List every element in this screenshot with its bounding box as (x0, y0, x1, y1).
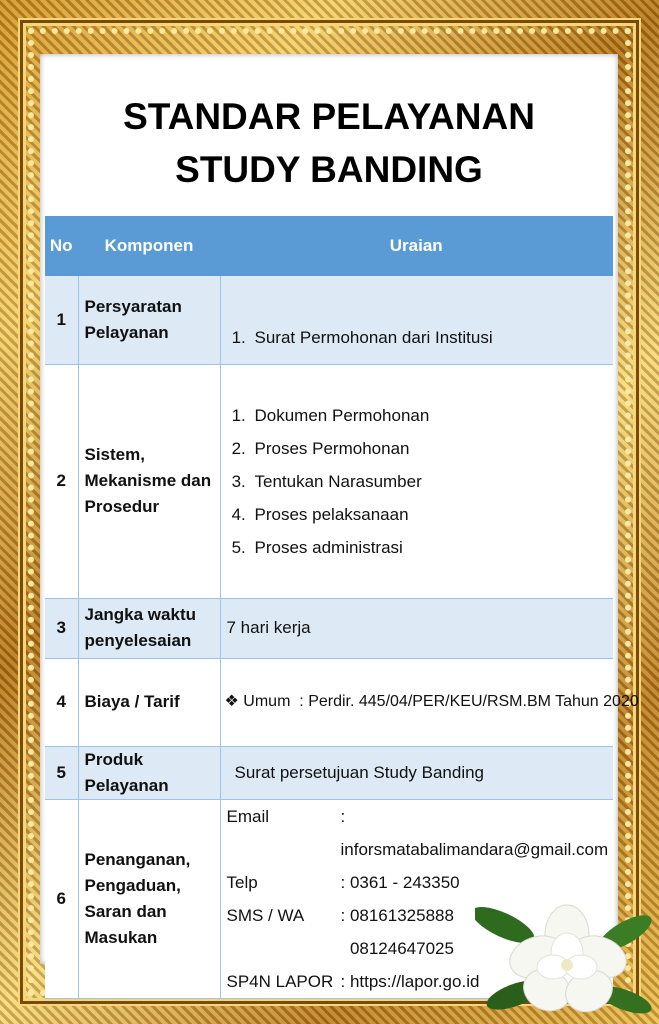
list-item: 1. Surat Permohonan dari Institusi (251, 321, 607, 354)
row-komponen: Penanganan, Pengaduan, Saran dan Masukan (78, 799, 220, 998)
contact-label: SMS / WA (226, 905, 305, 925)
table-row (45, 276, 613, 364)
contact-sms-wa-2: 08124647025 (340, 938, 454, 958)
table-header-row (45, 216, 613, 276)
uraian-list (227, 321, 607, 354)
uraian-list (227, 399, 607, 564)
list-item: 3. Tentukan Narasumber (251, 465, 607, 498)
page-title (40, 90, 618, 196)
row-komponen: Jangka waktu penyelesaian (78, 598, 220, 658)
title-line-1: STANDAR PELAYANAN (123, 96, 535, 137)
header-uraian: Uraian (220, 216, 613, 276)
row-komponen: Persyaratan Pelayanan (78, 276, 220, 364)
header-no: No (45, 216, 78, 276)
contact-label: Email (226, 806, 270, 826)
service-standard-table (45, 216, 639, 999)
row-no: 1 (45, 276, 78, 364)
row-no: 6 (45, 799, 78, 998)
table-row (45, 364, 613, 598)
contact-label: SP4N LAPOR (226, 971, 334, 991)
contact-label (227, 932, 341, 965)
row-uraian: Surat persetujuan Study Banding (220, 746, 613, 799)
table-row (45, 746, 613, 799)
diamond-bullet-icon: ❖ (224, 693, 239, 710)
header-komponen: Komponen (78, 216, 220, 276)
list-item: 1. Dokumen Permohonan (251, 399, 607, 432)
row-komponen: Sistem, Mekanisme dan Prosedur (78, 364, 220, 598)
row-uraian (220, 364, 613, 598)
row-komponen: Biaya / Tarif (78, 658, 220, 746)
list-item: 4. Proses pelaksanaan (251, 498, 607, 531)
document-paper (40, 54, 639, 991)
title-line-2: STUDY BANDING (175, 149, 483, 190)
row-no: 5 (45, 746, 78, 799)
row-komponen: Produk Pelayanan (78, 746, 220, 799)
row-uraian (220, 658, 639, 746)
row-uraian: 7 hari kerja (220, 598, 613, 658)
contact-phone: : 0361 - 243350 (340, 872, 460, 892)
contact-label: Telp (226, 872, 258, 892)
list-item: 5. Proses administrasi (251, 531, 607, 564)
list-item: 2. Proses Permohonan (251, 432, 607, 465)
row-no: 2 (45, 364, 78, 598)
tarif-text: Umum : Perdir. 445/04/PER/KEU/RSM.BM Tahun 2020 (243, 693, 639, 710)
contact-email: : inforsmatabalimandara@gmail.com (340, 806, 609, 859)
gardenia-flower-icon (475, 895, 659, 1024)
row-no: 4 (45, 658, 78, 746)
row-no: 3 (45, 598, 78, 658)
table-row (45, 658, 613, 746)
table-row (45, 598, 613, 658)
contact-lapor: : https://lapor.go.id (340, 971, 480, 991)
contact-sms-wa: : 08161325888 (340, 905, 454, 925)
row-uraian (220, 276, 613, 364)
